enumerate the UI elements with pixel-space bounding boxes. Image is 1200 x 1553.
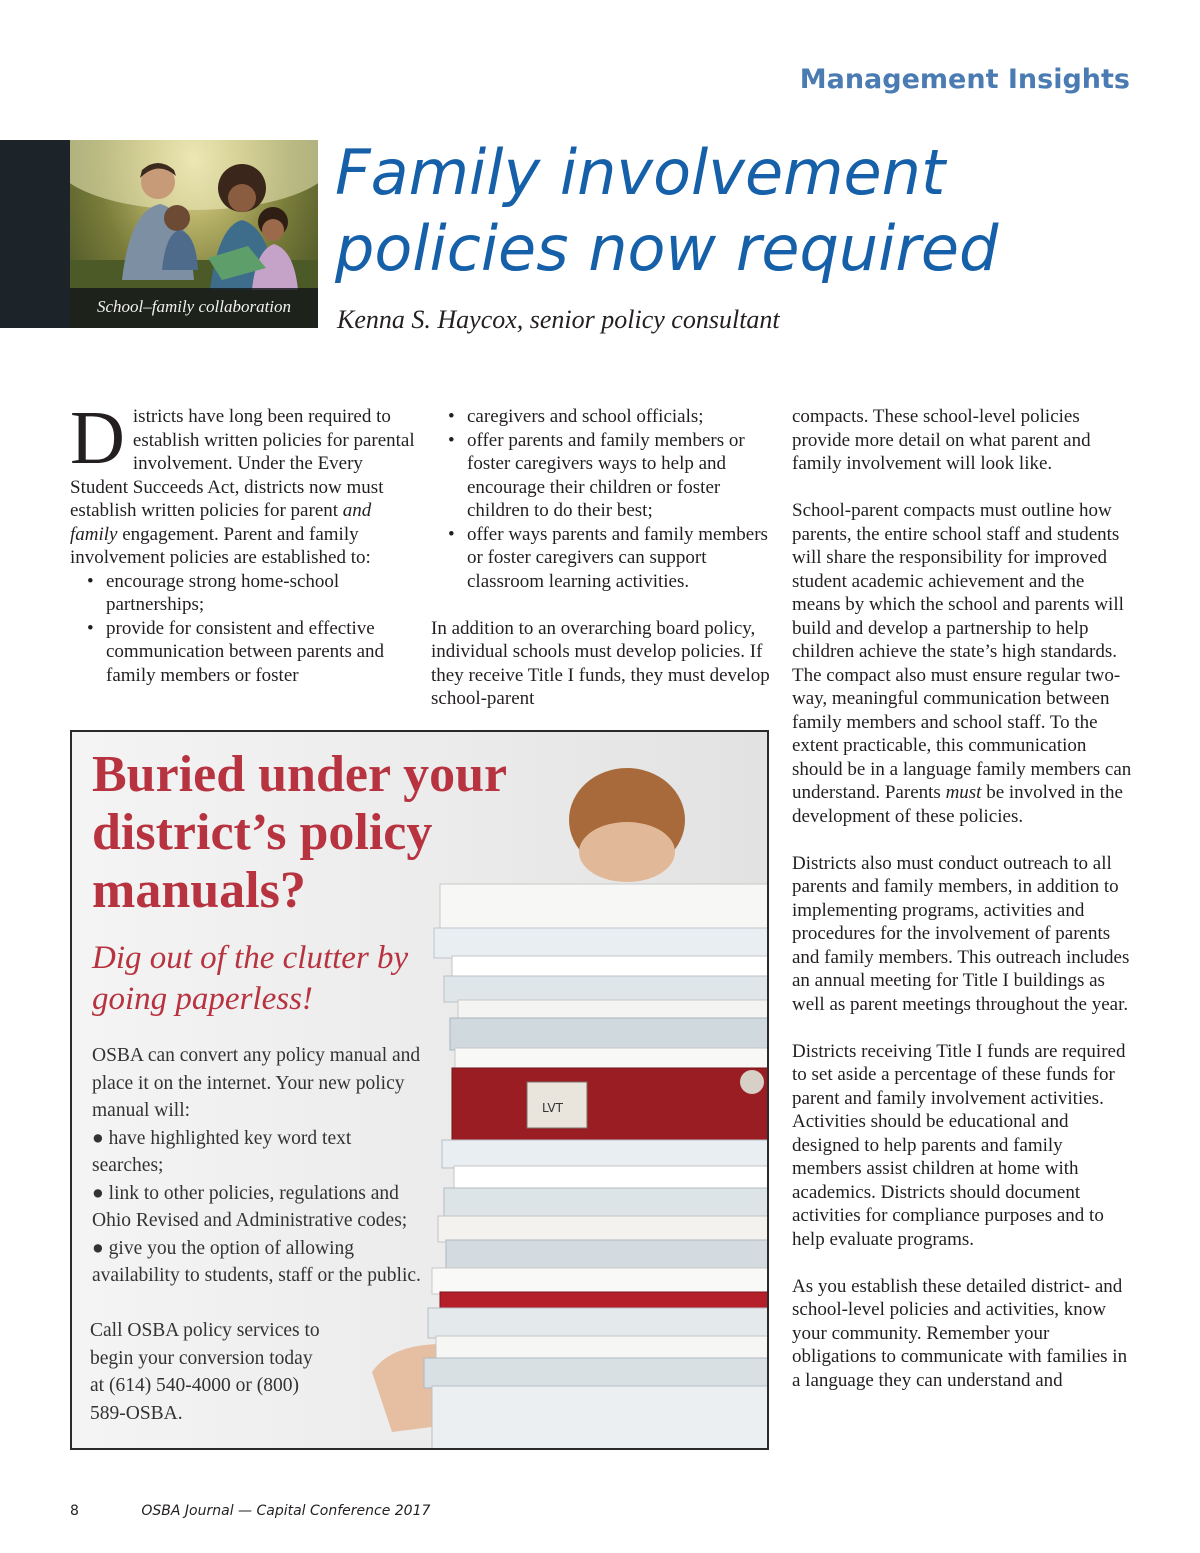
ad-bullet-text: link to other policies, regulations and Ohio Revised and Administrative codes; (92, 1182, 408, 1231)
byline: Kenna S. Haycox, senior policy consultant (337, 305, 780, 334)
intro-emphasis: and family (70, 500, 372, 545)
policy-ad (70, 730, 769, 1450)
ad-bullet-text: give you the option of allowing availability to students, staff or the public. (92, 1237, 421, 1286)
paragraph: compacts. These school-level policies provide more detail on what parent and family involvement will look like. (792, 406, 1091, 474)
ad-bullet (92, 1180, 427, 1235)
paragraph: In addition to an overarching board policy, individual schools must develop policies. If they receive Title I funds, they must develop school-parent (431, 617, 770, 709)
ad-bullet (92, 1235, 427, 1290)
section-label: Management Insights (799, 64, 1130, 95)
paragraph-emphasis: must (945, 782, 982, 803)
ad-bullet-text: have highlighted key word text searches; (92, 1127, 352, 1176)
intro-text-a: istricts have long been required to establish written policies for parental involvement. Under the Every Student Succeeds Act, districts now must establish written policies for parent (70, 406, 415, 521)
ad-call-to-action: Call OSBA policy services to begin your conversion today at (614) 540-4000 or (800) 589-OSBA. (90, 1320, 320, 1424)
binder-label: LVT (542, 1101, 563, 1115)
article-column-3 (792, 405, 1137, 1392)
drop-cap: D (70, 396, 125, 480)
header-dark-bar (0, 140, 70, 328)
family-photo (70, 140, 318, 328)
title-line-1: Family involvement (335, 136, 946, 209)
paragraph: Districts receiving Title I funds are required to set aside a percentage of these funds for parent and family involvement activities. Activities should be educational and designed to help parents and family members assist children at home with academics. Districts should document activities for compliance purposes and to help evaluate programs. (792, 1040, 1126, 1250)
intro-paragraph (70, 396, 415, 570)
ad-bullet (92, 1125, 427, 1180)
paragraph: As you establish these detailed district- and school-level policies and activities, know your community. Remember your obligations to communicate with families in a language they can understand and (792, 1275, 1128, 1391)
ad-body (92, 1042, 427, 1290)
ad-headline: Buried under your district’s policy manuals? (92, 746, 507, 919)
purpose-list (70, 570, 415, 688)
title-line-2: policies now required (335, 212, 999, 285)
intro-text-b: engagement. Parent and family involvement policies are established to: (70, 523, 371, 568)
list-item-continued: • caregivers and school officials; (431, 405, 776, 429)
ad-subheadline: Dig out of the clutter by going paperless! (92, 940, 409, 1017)
article-column-1 (70, 396, 415, 687)
list-item: • offer parents and family members or foster caregivers ways to help and encourage their children or foster children to do their best; (431, 429, 776, 523)
paragraph (792, 499, 1137, 828)
publication-name: OSBA Journal — Capital Conference 2017 (141, 1503, 431, 1519)
list-item: • provide for consistent and effective communication between parents and family members or foster (70, 617, 415, 688)
list-item: • offer ways parents and family members or foster caregivers can support classroom learning activities. (431, 523, 776, 594)
ad-intro: OSBA can convert any policy manual and place it on the internet. Your new policy manual will: (92, 1045, 421, 1121)
page-number: 8 (70, 1503, 79, 1519)
paragraph: Districts also must conduct outreach to all parents and family members, in addition to implementing programs, activities and procedures for the involvement of parents and family members. This outreach includes an annual meeting for Title I buildings as well as parent meetings throughout the year. (792, 852, 1130, 1015)
list-item: • encourage strong home-school partnerships; (70, 570, 415, 617)
article-column-2 (431, 405, 776, 711)
photo-caption: School–family collaboration (70, 288, 318, 328)
article-title (335, 135, 1155, 287)
paragraph-text-a: School-parent compacts must outline how parents, the entire school staff and students will share the responsibility for improved student academic achievement and the means by which the school and parents will build and develop a partnership to help children achieve the state’s high standards. The compact also must ensure regular two-way, meaningful communication between family members and school staff. To the extent practicable, this communication should be in a language family members can understand. Parents (792, 500, 1132, 803)
purpose-list-continued (431, 405, 776, 593)
page-footer (70, 1503, 430, 1519)
paragraph-text-b: be involved in the development of these policies. (792, 782, 1123, 827)
